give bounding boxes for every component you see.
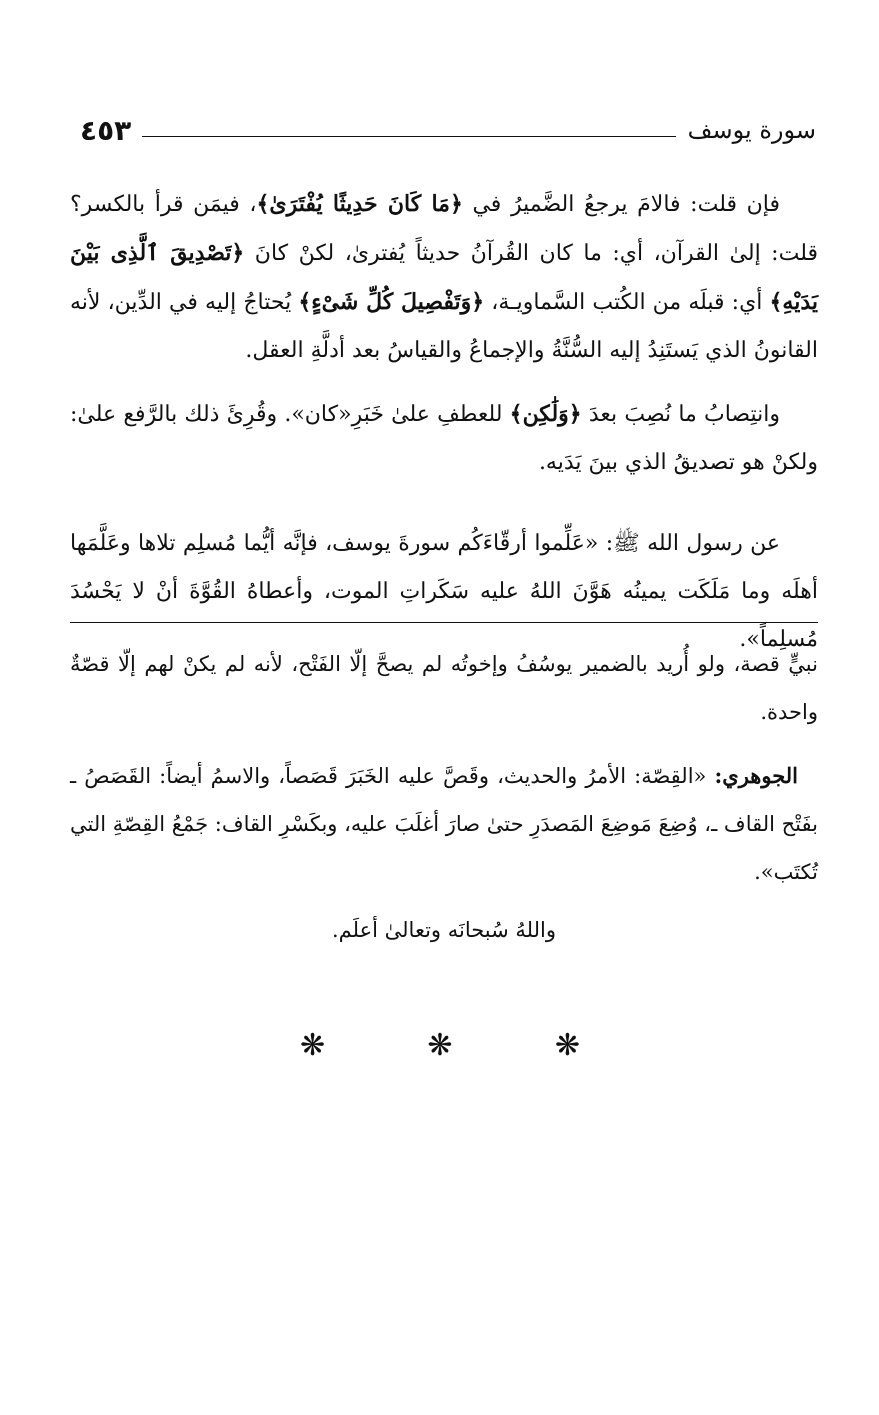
hadith-paragraph: عن رسول الله ﷺ: «عَلِّموا أرقّاءَكُم سورةَ يوسف، فإنَّه أيُّما مُسلِم تلاها وعَلَّمَها أهلَه وما مَلَكَت يمينُه هَوَّنَ اللهُ عليه سَكَراتِ الموت، وأعطاهُ القُوَّةَ أنْ لا يَحْسُدَ مُسلِماً».: [70, 531, 819, 652]
paragraph-2: [70, 390, 818, 487]
footnote-1: [70, 640, 818, 736]
paragraph-1-text-c: أي: قبلَه من الكُتب السَّماويـة،: [484, 290, 770, 315]
quran-verse-3: ﴿وَتَفْصِيلَ كُلِّ شَىْءٍ﴾: [298, 289, 485, 315]
quran-verse-2: ﴿تَصْدِيقَ ٱلَّذِى بَيْنَ يَدَيْهِ﴾: [70, 240, 819, 315]
paragraph-2-text-b: للعطفِ علىٰ خَبَرِ«كان». وقُرِئَ ذلك بالرَّفع علىٰ: ولكنْ هو تصديقُ الذي بينَ يَدَيه.: [70, 402, 818, 475]
asterism-icon: ❋: [300, 1028, 326, 1063]
footnote-2-label: الجوهري:: [714, 763, 798, 788]
running-title: سورة يوسف: [687, 116, 816, 144]
footnote-1-text: نبيٍّ قصة، ولو أُريد بالضمير يوسُفُ وإخوتُه لم يصحَّ إلّا الفَتْح، لأنه لم يكنْ لهم إلّا قصّةٌ واحدة.: [70, 652, 818, 724]
asterism-icon: ❋: [427, 1028, 453, 1063]
footnote-2: [70, 752, 818, 896]
asterism-icon: ❋: [554, 1028, 580, 1063]
section-ornament: [300, 1028, 580, 1063]
quran-verse-1: ﴿مَا كَانَ حَدِيثًا يُفْتَرَىٰ﴾: [256, 191, 463, 217]
closing-line: واللهُ سُبحانَه وتعالىٰ أعلَم.: [332, 918, 556, 942]
paragraph-1-text-a: فإن قلت: فالامَ يرجعُ الضَّميرُ في: [462, 192, 780, 217]
page-number: ٤٥٣: [80, 114, 132, 147]
paragraph-1-text-b: ، فيمَن قرأ بالكسر؟ قلت: إلىٰ القرآن، أي: ما كان القُرآنُ حديثاً يُفترىٰ، لكنْ كانَ: [70, 192, 818, 266]
header-rule: [142, 136, 676, 137]
quran-verse-4: ﴿وَلَٰكِن﴾: [509, 401, 582, 427]
footnote-separator: [70, 622, 818, 623]
paragraph-2-text-a: وانتِصابُ ما نُصِبَ بعدَ: [581, 402, 780, 427]
paragraph-1-text-d: يُحتاجُ إليه في الدِّين، لأنه القانونُ الذي يَستَنِدُ إليه السُّنَّةُ والإجماعُ والقياسُ بعد أدلَّةِ العقل.: [70, 290, 818, 363]
page-header: [80, 112, 816, 156]
footnote-2-text: «القِصّة: الأمرُ والحديث، وقَصَّ عليه الخَبَرَ قَصَصاً، والاسمُ أيضاً: القَصَصُ ـ بفَتْح القاف ـ، وُضِعَ مَوضِعَ المَصدَرِ حتىٰ صارَ أغلَبَ عليه، وبكَسْرِ القاف: جَمْعُ القِصّةِ التي تُكتَب».: [70, 764, 818, 884]
paragraph-1: [70, 180, 818, 375]
